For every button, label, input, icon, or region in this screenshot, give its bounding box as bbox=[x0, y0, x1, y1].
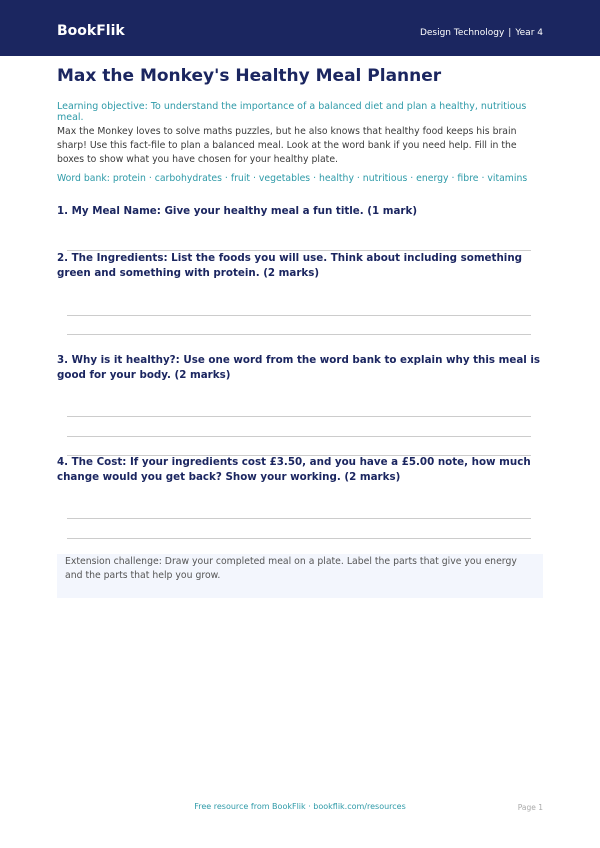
learning-objective: Learning objective: To understand the importance of a balanced diet and plan a healthy, nutritious meal. bbox=[57, 101, 527, 123]
header-separator: | bbox=[508, 28, 512, 38]
header-bar bbox=[0, 0, 600, 56]
answer-line-q4-2[interactable] bbox=[67, 538, 531, 539]
question-3: 3. Why is it healthy?: Use one word from the word bank to explain why this meal is good for your body. (2 marks) bbox=[57, 354, 541, 381]
question-2: 2. The Ingredients: List the foods you will use. Think about including something green and something with protein. (2 marks) bbox=[57, 252, 523, 279]
year-label: Year 4 bbox=[515, 28, 543, 38]
question-4: 4. The Cost: If your ingredients cost £3.50, and you have a £5.00 note, how much change would you get back? Show your working. (2 marks) bbox=[57, 456, 531, 483]
extension-text: Extension challenge: Draw your completed meal on a plate. Label the parts that give you energy and the parts that help you grow. bbox=[65, 556, 517, 581]
page-title: Max the Monkey's Healthy Meal Planner bbox=[57, 66, 442, 86]
word-bank: Word bank: protein · carbohydrates · fruit · vegetables · healthy · nutritious · energy · fibre · vitamins bbox=[57, 173, 528, 184]
answer-line-q2-1[interactable] bbox=[67, 315, 531, 316]
answer-line-q3-2[interactable] bbox=[67, 436, 531, 437]
footer-text[interactable]: Free resource from BookFlik · bookflik.com/resources bbox=[194, 802, 406, 811]
brand-logo[interactable]: BookFlik bbox=[57, 23, 125, 39]
answer-line-q2-2[interactable] bbox=[67, 334, 531, 335]
answer-line-q4-1[interactable] bbox=[67, 518, 531, 519]
page-number: Page 1 bbox=[517, 803, 543, 812]
subject-year-label bbox=[420, 28, 543, 38]
subject-label: Design Technology bbox=[419, 28, 505, 38]
extension-box bbox=[57, 554, 543, 598]
intro-paragraph: Max the Monkey loves to solve maths puzzles, but he also knows that healthy food keeps his brain sharp! Use this fact-file to plan a balanced meal. Look at the word bank if you need help. Fill in the boxes to show what you have chosen for your healthy plate. bbox=[57, 126, 517, 165]
question-1: 1. My Meal Name: Give your healthy meal a fun title. (1 mark) bbox=[57, 205, 418, 217]
answer-line-q3-1[interactable] bbox=[67, 416, 531, 417]
